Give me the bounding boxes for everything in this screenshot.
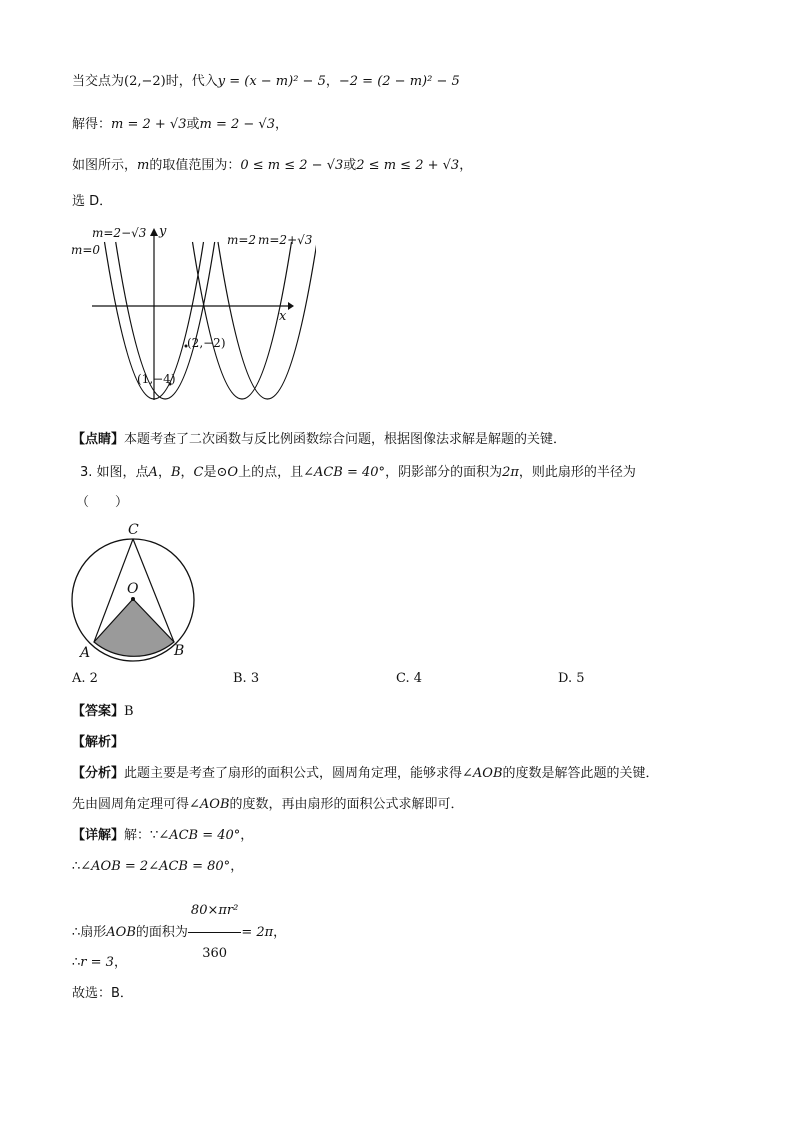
math-angle: ∠AOB (189, 797, 230, 812)
math-result: r = 3 (80, 955, 114, 970)
fraction-numerator: 80×πr² (188, 890, 241, 933)
because-symbol: ∵ (150, 828, 159, 843)
text: 当交点为 (72, 74, 125, 89)
question-3-stem (80, 464, 636, 482)
label-y-axis: y (159, 224, 167, 239)
math-angle: ∠AOB = 2∠ACB = 80° (80, 859, 231, 874)
solution-choice: 选 D． (72, 194, 113, 209)
math-point: (2,−2) (124, 74, 166, 89)
label-m0: m=0 (71, 243, 101, 257)
text: 解得： (72, 117, 112, 132)
text: ，则此扇形的半径为 (518, 465, 636, 480)
answer-line (72, 703, 134, 721)
math-rhs: = 2π (241, 925, 274, 940)
text: 此题主要是考查了扇形的面积公式，圆周角定理，能够求得 (124, 766, 463, 781)
analysis-line-2 (72, 796, 464, 814)
math-area: 2π (502, 465, 519, 480)
question-3-paren: （ ） (76, 495, 129, 510)
text: 或 (186, 117, 200, 132)
text: ， (273, 925, 287, 940)
detail-line-1 (72, 827, 253, 845)
math-sector: AOB (106, 925, 136, 940)
text: 先由圆周角定理可得 (72, 797, 190, 812)
math-var: B (170, 465, 181, 480)
text: 3. 如图，点 (80, 465, 149, 480)
text: 的取值范围为： (149, 158, 241, 173)
label-a: A (80, 645, 91, 661)
center-point (131, 597, 135, 601)
label-point-1-neg4: (1,−4) (137, 372, 176, 386)
text: 的度数，再由扇形的面积公式求解即可． (229, 797, 464, 812)
shaded-sector (94, 599, 174, 656)
analysis-line-1 (72, 765, 659, 783)
math-range: 0 ≤ m ≤ 2 − √3 (240, 158, 344, 173)
label-b: B (174, 643, 185, 659)
answer-tag: 【答案】 (72, 704, 125, 719)
math-range: 2 ≤ m ≤ 2 + √3 (356, 158, 460, 173)
option-a[interactable]: A. 2 (72, 671, 98, 686)
therefore-symbol: ∴ (72, 925, 81, 940)
math-solution: m = 2 + √3 (111, 117, 187, 132)
math-equation: y = (x − m)² − 5 (217, 74, 326, 89)
math-circle: ⊙O (216, 465, 239, 480)
text: ， (230, 859, 244, 874)
option-b[interactable]: B. 3 (233, 671, 260, 686)
math-var: m (137, 158, 150, 173)
parabola-m-2-plus-sqrt3-curve (217, 242, 316, 399)
comment-text: 本题考查了二次函数与反比例函数综合问题，根据图像法求解是解题的关键． (124, 432, 567, 447)
text: ， (459, 158, 473, 173)
math-var: C (193, 465, 204, 480)
label-x-axis: x (279, 309, 287, 324)
analysis-sub-tag: 【分析】 (72, 766, 125, 781)
text: ，阴影部分的面积为 (385, 465, 503, 480)
text: 扇形 (80, 925, 107, 940)
math-equation: −2 = (2 − m)² − 5 (338, 74, 460, 89)
final-choice: 故选：B． (72, 986, 133, 1001)
parabola-m-2-plus-sqrt3 (76, 242, 303, 406)
label-m2: m=2 (227, 233, 257, 247)
area-fraction (188, 890, 241, 975)
answer-value: B (124, 704, 134, 719)
text: ， (274, 117, 288, 132)
math-angle: ∠ACB = 40° (303, 465, 386, 480)
text: ， (157, 465, 171, 480)
parabola-m-2-plus-sqrt3-visible (218, 242, 316, 399)
parabola-m2 (193, 242, 292, 399)
option-c[interactable]: C. 4 (396, 671, 423, 686)
analysis-tag: 【解析】 (72, 735, 125, 750)
label-o: O (127, 581, 139, 597)
text: 时，代入 (165, 74, 218, 89)
option-d[interactable]: D. 5 (558, 671, 585, 686)
label-point-2-neg2: (2,−2) (187, 336, 226, 350)
solution-line-solved (72, 116, 288, 134)
label-c: C (128, 522, 139, 538)
detail-line-2 (72, 858, 243, 876)
comment-line (72, 431, 566, 449)
text: 的度数是解答此题的关键． (502, 766, 659, 781)
label-m-2-minus-sqrt3: m=2−√3 (92, 226, 147, 240)
fraction-denominator: 360 (202, 946, 228, 961)
text: 解： (124, 828, 151, 843)
detail-tag: 【详解】 (72, 828, 125, 843)
solution-line-range (72, 157, 472, 175)
comment-tag: 【点睛】 (72, 432, 125, 447)
x-axis-arrow (288, 302, 294, 310)
text: 如图所示， (72, 158, 138, 173)
detail-line-4 (72, 954, 127, 972)
text: 的面积为 (135, 925, 188, 940)
therefore-symbol: ∴ (72, 955, 81, 970)
math-var: A (148, 465, 158, 480)
text: 上的点，且 (238, 465, 304, 480)
text: ， (240, 828, 254, 843)
parabola-graph (66, 222, 316, 406)
y-axis-arrow (150, 228, 158, 236)
circle-diagram (64, 520, 214, 662)
solution-line-intersection (72, 73, 460, 91)
math-angle: ∠AOB (462, 766, 503, 781)
text: 是 (203, 465, 217, 480)
therefore-symbol: ∴ (72, 859, 81, 874)
text: ， (325, 74, 339, 89)
label-m-2-plus-sqrt3: m=2+√3 (258, 233, 313, 247)
text: ， (180, 465, 194, 480)
math-angle: ∠ACB = 40° (158, 828, 241, 843)
math-solution: m = 2 − √3 (199, 117, 275, 132)
text: ， (113, 955, 127, 970)
text: 或 (343, 158, 357, 173)
